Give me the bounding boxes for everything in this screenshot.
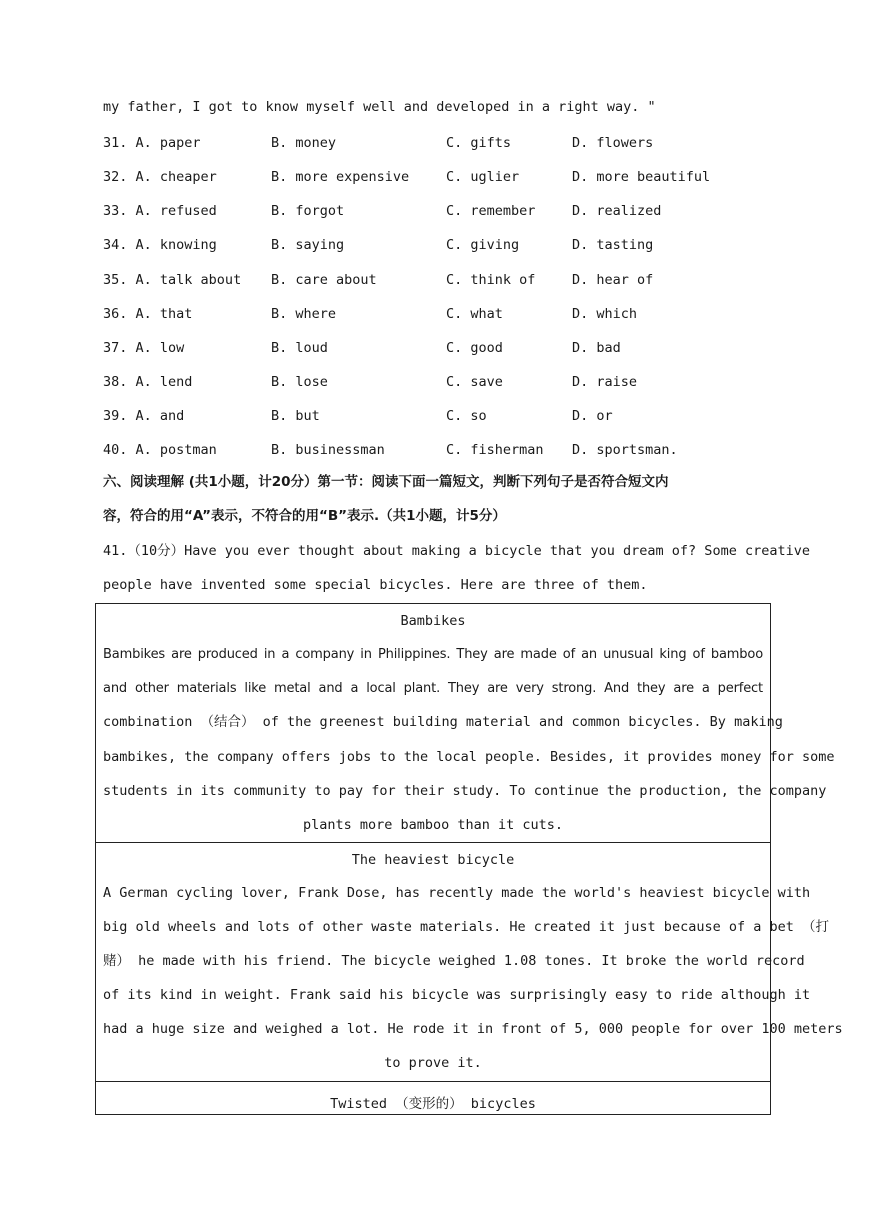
option-a-text: A. and	[135, 408, 185, 424]
question-number: 38.	[103, 374, 128, 390]
passage-table	[95, 603, 843, 1115]
option-d: D. tasting	[572, 237, 654, 253]
option-a	[103, 408, 184, 424]
option-d: D. or	[572, 408, 613, 424]
option-a	[103, 306, 192, 322]
question-number: 35.	[103, 272, 128, 288]
question-number: 32.	[103, 169, 128, 185]
option-d: D. realized	[572, 203, 662, 219]
option-b: B. where	[271, 306, 337, 322]
option-c: C. what	[446, 306, 503, 322]
option-b: B. forgot	[271, 203, 345, 219]
option-a	[103, 272, 241, 288]
option-a-text: A. refused	[135, 203, 217, 219]
option-row-35	[103, 272, 783, 288]
option-a-text: A. cheaper	[135, 169, 217, 185]
option-a-text: A. postman	[135, 442, 217, 458]
bambikes-title: Bambikes	[400, 613, 466, 629]
option-a-text: A. talk about	[135, 272, 242, 288]
option-row-31	[103, 135, 783, 151]
option-d: D. flowers	[572, 135, 654, 151]
heaviest-line: had a huge size and weighed a lot. He rode it in front of 5, 000 people for over 100 meters	[103, 1021, 843, 1037]
option-d: D. raise	[572, 374, 638, 390]
option-a-text: A. that	[135, 306, 193, 322]
option-a	[103, 237, 217, 253]
option-b: B. care about	[271, 272, 377, 288]
option-row-38	[103, 374, 783, 390]
option-a	[103, 374, 192, 390]
option-b: B. lose	[271, 374, 328, 390]
question-number: 33.	[103, 203, 128, 219]
option-b: B. businessman	[271, 442, 385, 458]
option-b: B. loud	[271, 340, 328, 356]
option-d: D. bad	[572, 340, 621, 356]
bambikes-line: combination （结合） of the greenest building material and common bicycles. By making	[103, 714, 783, 730]
option-row-39	[103, 408, 783, 424]
option-row-34	[103, 237, 783, 253]
question-number: 39.	[103, 408, 128, 424]
heaviest-line: 赌） he made with his friend. The bicycle weighed 1.08 tones. It broke the world record	[103, 953, 805, 969]
option-d: D. which	[572, 306, 638, 322]
heaviest-line: A German cycling lover, Frank Dose, has recently made the world's heaviest bicycle with	[103, 885, 811, 901]
bambikes-line: students in its community to pay for their study. To continue the production, the company	[103, 783, 827, 799]
option-row-37	[103, 340, 783, 356]
bambikes-line: Bambikes are produced in a company in Philippines. They are made of an unusual king of bamboo	[103, 647, 763, 662]
question-41-line-1: 41.（10分）Have you ever thought about making a bicycle that you dream of? Some creative	[103, 543, 810, 559]
option-b: B. more expensive	[271, 169, 410, 185]
option-c: C. so	[446, 408, 487, 424]
option-c: C. save	[446, 374, 503, 390]
option-row-40	[103, 442, 783, 458]
question-number: 37.	[103, 340, 128, 356]
option-b: B. saying	[271, 237, 345, 253]
option-a	[103, 203, 217, 219]
section-heading-line-1: 六、阅读理解 (共1小题，计20分）第一节：阅读下面一篇短文，判断下列句子是否符合短文内	[103, 474, 669, 490]
option-d: D. hear of	[572, 272, 654, 288]
option-c: C. fisherman	[446, 442, 544, 458]
option-b: B. but	[271, 408, 320, 424]
heaviest-line: of its kind in weight. Frank said his bicycle was surprisingly easy to ride although it	[103, 987, 811, 1003]
option-d: D. sportsman.	[572, 442, 678, 458]
option-d: D. more beautiful	[572, 169, 711, 185]
option-a	[103, 340, 184, 356]
option-c: C. think of	[446, 272, 536, 288]
heaviest-line: big old wheels and lots of other waste materials. He created it just because of a bet （打	[103, 919, 829, 935]
question-number: 31.	[103, 135, 128, 151]
question-41-line-2: people have invented some special bicycles. Here are three of them.	[103, 577, 648, 593]
option-a	[103, 169, 217, 185]
option-a-text: A. low	[135, 340, 185, 356]
heaviest-bicycle-title: The heaviest bicycle	[351, 852, 515, 868]
option-row-33	[103, 203, 783, 219]
row-divider	[96, 842, 770, 843]
twisted-bicycles-title: Twisted （变形的） bicycles	[330, 1096, 536, 1112]
bambikes-line: and other materials like metal and a local plant. They are very strong. And they are a perfect	[103, 681, 763, 696]
intro-line: my father, I got to know myself well and developed in a right way. "	[103, 99, 656, 115]
option-a-text: A. knowing	[135, 237, 217, 253]
option-a	[103, 442, 217, 458]
option-row-32	[103, 169, 783, 185]
question-number: 36.	[103, 306, 128, 322]
question-number: 34.	[103, 237, 128, 253]
heaviest-line: to prove it.	[384, 1055, 482, 1071]
option-c: C. gifts	[446, 135, 512, 151]
row-divider	[96, 1081, 770, 1082]
section-heading-line-2: 容，符合的用“A”表示，不符合的用“B”表示.（共1小题，计5分）	[103, 508, 506, 524]
option-c: C. good	[446, 340, 503, 356]
bambikes-line: bambikes, the company offers jobs to the local people. Besides, it provides money for some	[103, 749, 835, 765]
option-row-36	[103, 306, 783, 322]
option-c: C. giving	[446, 237, 520, 253]
option-a-text: A. lend	[135, 374, 193, 390]
option-a-text: A. paper	[135, 135, 201, 151]
bambikes-line: plants more bamboo than it cuts.	[302, 817, 564, 833]
option-c: C. remember	[446, 203, 536, 219]
option-c: C. uglier	[446, 169, 520, 185]
option-a	[103, 135, 201, 151]
question-number: 40.	[103, 442, 128, 458]
option-b: B. money	[271, 135, 337, 151]
